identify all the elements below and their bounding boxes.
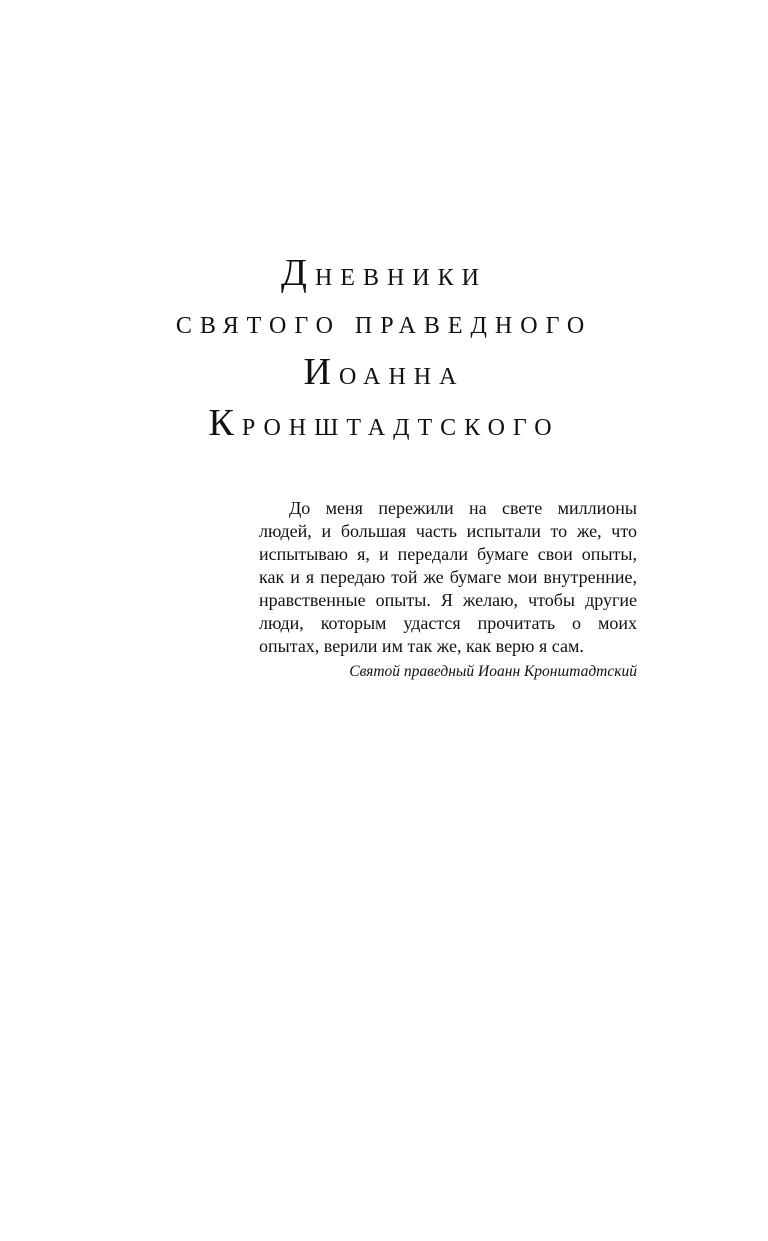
title-line-4-initial: К [208,402,242,444]
title-line-1-initial: Д [281,252,315,294]
epigraph-text: До меня пережили на свете миллионы людей, и большая часть испытали то же, что испытываю я, и передали бумаге свои опыты, как и я передаю той же бумаге мои внутренние, нравственные опыты. Я желаю, чтобы другие люди, которым удастся прочитать о моих опытах, верили им так же, как верю я сам. [259,498,637,656]
title-line-3-rest: ОАННА [338,364,465,390]
title-line-2 [0,301,768,349]
title-line-4-rest: РОНШТАДТСКОГО [241,415,560,441]
title-line-2-text: СВЯТОГО ПРАВЕДНОГО [175,313,593,339]
epigraph-author: Святой праведный Иоанн Кронштадтский [349,663,637,680]
title-line-4 [0,400,768,451]
epigraph [259,497,637,683]
book-title [0,250,768,451]
title-line-1-rest: НЕВНИКИ [314,265,487,291]
title-line-3-initial: И [303,351,339,393]
title-line-3 [0,349,768,400]
title-line-1 [0,250,768,301]
